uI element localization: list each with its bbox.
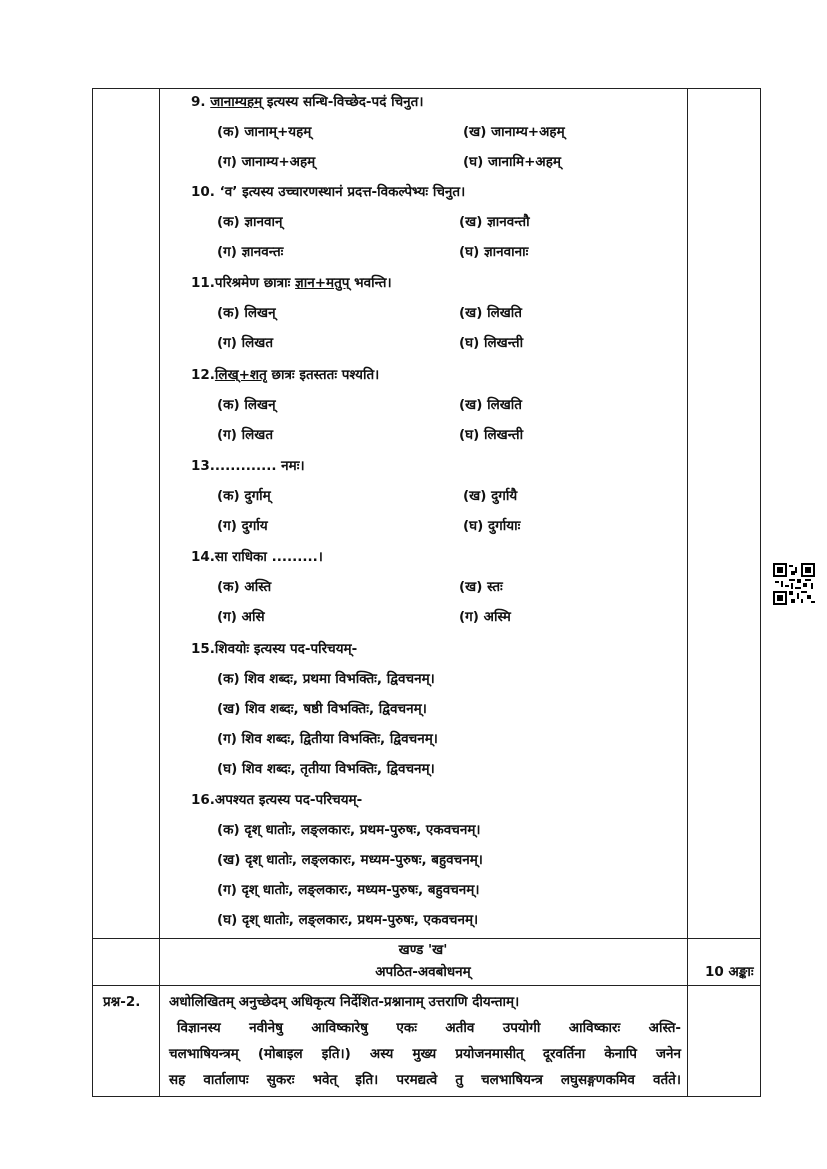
section-subtitle: अपठित-अवबोधनम्: [375, 964, 471, 980]
passage-line: विज्ञानस्य नवीनेषु आविष्कारेषु एकः अतीव उपयोगी आविष्कारः अस्ति-: [177, 1020, 681, 1036]
option: (घ) ज्ञानवानाः: [459, 244, 529, 260]
option: (ग) लिखत: [217, 427, 274, 443]
column-divider-right: [687, 89, 688, 1096]
option: (घ) जानामि+अहम्: [463, 154, 561, 170]
option: (ग) दृश् धातोः, लङ्लकारः, मध्यम-पुरुषः, बहुवचनम्।: [217, 882, 480, 898]
option: (ख) ज्ञानवन्तौ: [459, 214, 530, 230]
option: (घ) लिखन्ती: [459, 335, 524, 351]
option: (ख) शिव शब्दः, षष्ठी विभक्तिः, द्विवचनम्।: [217, 701, 427, 717]
question-2-instruction: अधोलिखितम् अनुच्छेदम् अधिकृत्य निर्देशित-प्रश्नानाम् उत्तराणि दीयन्ताम्।: [169, 994, 520, 1010]
option: (ग) जानाम्य+अहम्: [217, 154, 316, 170]
question-9: 9. जानाम्यहम् इत्यस्य सन्धि-विच्छेद-पदं चिनुत।: [191, 94, 424, 110]
passage-line: चलभाषियन्त्रम् (मोबाइल इति।) अस्य मुख्य प्रयोजनमासीत् दूरवर्तिना केनापि जनेन: [169, 1046, 681, 1062]
question-10: 10. ‘व’ इत्यस्य उच्चारणस्थानं प्रदत्त-विकल्पेभ्यः चिनुत।: [191, 184, 466, 200]
option: (ख) जानाम्य+अहम्: [463, 124, 565, 140]
question-15: 15.शिवयोः इत्यस्य पद-परिचयम्-: [191, 641, 358, 657]
option: (घ) दुर्गायाः: [463, 518, 521, 534]
question-table: [92, 88, 761, 1097]
option: (ग) असि: [217, 609, 265, 625]
option: (ग) दुर्गाय: [217, 518, 268, 534]
qr-code-icon: [773, 563, 815, 605]
option: (ख) लिखति: [459, 305, 522, 321]
option: (क) शिव शब्दः, प्रथमा विभक्तिः, द्विवचनम्।: [217, 671, 435, 687]
option: (क) ज्ञानवान्: [217, 214, 283, 230]
option: (क) दुर्गाम्: [217, 488, 271, 504]
option: (घ) शिव शब्दः, तृतीया विभक्तिः, द्विवचनम्।: [217, 761, 435, 777]
option: (क) जानाम्+यहम्: [217, 124, 312, 140]
option: (ख) दुर्गायै: [463, 488, 518, 504]
option: (क) लिखन्: [217, 397, 276, 413]
option: (ग) लिखत: [217, 335, 274, 351]
option: (क) दृश् धातोः, लङ्लकारः, प्रथम-पुरुषः, एकवचनम्।: [217, 822, 481, 838]
question-11: 11.परिश्रमेण छात्राः ज्ञान+मतुप् भवन्ति।: [191, 275, 392, 291]
option: (ख) स्तः: [459, 579, 503, 595]
option: (ख) दृश् धातोः, लङ्लकारः, मध्यम-पुरुषः, बहुवचनम्।: [217, 852, 483, 868]
section-marks: 10 अङ्काः: [705, 964, 754, 980]
question-2-label: प्रश्न-2.: [103, 994, 141, 1010]
question-12: 12.लिख्+शतृ छात्रः इतस्ततः पश्यति।: [191, 367, 380, 383]
section-title: खण्ड 'ख': [398, 942, 448, 958]
option: (घ) लिखन्ती: [459, 427, 524, 443]
question-14: 14.सा राधिका .........।: [191, 549, 323, 565]
option: (घ) दृश् धातोः, लङ्लकारः, प्रथम-पुरुषः, एकवचनम्।: [217, 912, 479, 928]
question-16: 16.अपश्यत इत्यस्य पद-परिचयम्-: [191, 792, 363, 808]
option: (ग) शिव शब्दः, द्वितीया विभक्तिः, द्विवचनम्।: [217, 731, 438, 747]
option: (क) अस्ति: [217, 579, 272, 595]
option: (ग) अस्मि: [459, 609, 511, 625]
row-divider-q2: [93, 985, 760, 986]
row-divider-section: [93, 938, 760, 939]
question-13: 13............. नमः।: [191, 458, 305, 474]
option: (ग) ज्ञानवन्तः: [217, 244, 284, 260]
option: (ख) लिखति: [459, 397, 522, 413]
passage-line: सह वार्तालापः सुकरः भवेत् इति। परमद्यत्वे तु चलभाषियन्त्र लघुसङ्गणकमिव वर्तते।: [169, 1072, 681, 1088]
option: (क) लिखन्: [217, 305, 276, 321]
